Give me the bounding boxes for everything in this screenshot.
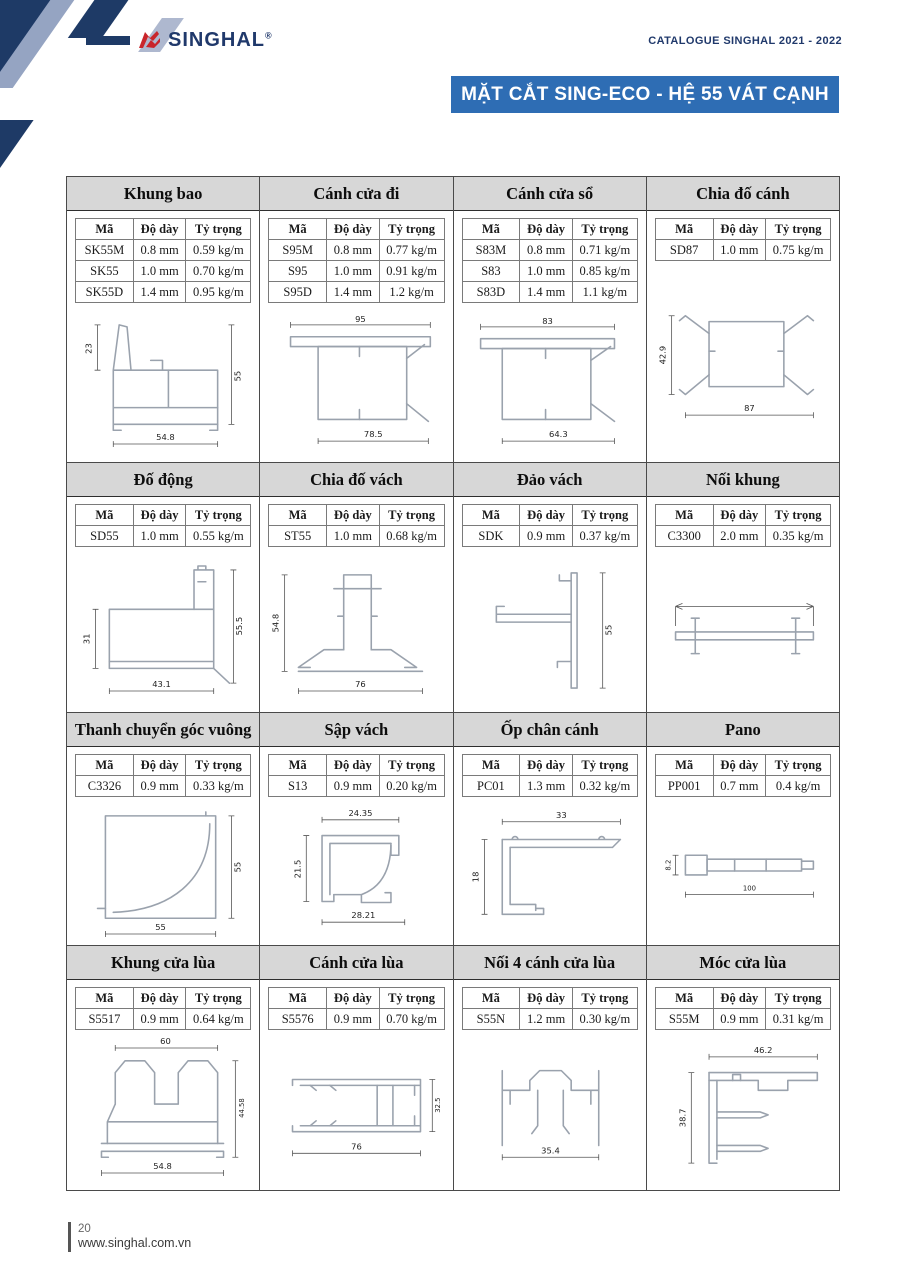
cell-code: C3326 [76, 776, 134, 797]
cell-thickness: 0.9 mm [133, 776, 186, 797]
cell-code: S5517 [76, 1009, 134, 1030]
cell-thickness: 1.0 mm [713, 240, 766, 261]
col-header-code: Mã [269, 219, 327, 240]
cell-thickness: 1.0 mm [133, 526, 186, 547]
registered-mark: ® [265, 30, 273, 41]
table-row [76, 526, 251, 547]
profile-card-chia-do-canh [647, 177, 840, 463]
spec-table [268, 987, 444, 1030]
dim-label: 55 [155, 922, 166, 933]
profile-card-canh-cua-lua [260, 946, 453, 1191]
profile-drawing [68, 555, 258, 705]
cell-code: PC01 [462, 776, 520, 797]
profile-drawing-area [67, 797, 259, 945]
dim-label: 54.8 [271, 613, 282, 632]
table-row [462, 282, 637, 303]
col-header-thickness: Độ dày [133, 219, 186, 240]
spec-table [462, 754, 638, 797]
cell-code: SK55M [76, 240, 134, 261]
brand-name-text: SINGHAL [168, 29, 265, 51]
dim-label: 95 [355, 313, 367, 324]
profile-drawing-area [647, 1030, 839, 1190]
profile-grid [66, 176, 840, 1191]
col-header-thickness: Độ dày [520, 755, 573, 776]
table-row [655, 776, 830, 797]
cell-density: 0.30 kg/m [572, 1009, 637, 1030]
table-row [462, 526, 637, 547]
dim-label: 87 [743, 402, 755, 413]
profile-card-noi-khung [647, 463, 840, 713]
dim-label: 60 [160, 1036, 171, 1047]
spec-table [655, 504, 831, 547]
cell-thickness: 0.9 mm [327, 776, 380, 797]
dim-label: 32.5 [434, 1097, 443, 1113]
profile-card-thanh-chuyen-goc-vuong [67, 713, 260, 946]
profile-card-canh-cua-di [260, 177, 453, 463]
profile-drawing [68, 1035, 258, 1185]
col-header-code: Mã [462, 755, 520, 776]
profile-card-khung-bao [67, 177, 260, 463]
profile-card-title: Nối 4 cánh cửa lùa [454, 946, 646, 980]
spec-table [655, 218, 831, 261]
profile-drawing-area [454, 547, 646, 712]
profile-drawing-area [647, 547, 839, 712]
spec-table [75, 987, 251, 1030]
table-row [76, 261, 251, 282]
cell-density: 0.32 kg/m [572, 776, 637, 797]
spec-table [462, 504, 638, 547]
page-number: 20 [78, 1223, 91, 1235]
dim-label: 76 [355, 678, 367, 689]
catalogue-label: CATALOGUE SINGHAL 2021 - 2022 [648, 35, 842, 47]
cell-code: SK55D [76, 282, 134, 303]
dim-label: 33 [555, 809, 567, 820]
dim-label: 42.9 [657, 345, 668, 364]
profile-card-dao-vach [454, 463, 647, 713]
cell-code: ST55 [269, 526, 327, 547]
cell-code: C3300 [655, 526, 713, 547]
dim-label: 44.58 [238, 1098, 247, 1118]
cell-thickness: 1.4 mm [520, 282, 573, 303]
profile-card-sap-vach [260, 713, 453, 946]
col-header-thickness: Độ dày [520, 988, 573, 1009]
table-row [269, 526, 444, 547]
col-header-code: Mã [76, 505, 134, 526]
dim-label: 83 [541, 315, 553, 326]
cell-density: 0.91 kg/m [379, 261, 444, 282]
cell-thickness: 0.9 mm [327, 1009, 380, 1030]
stripe-decoration [0, 120, 34, 216]
profile-card-title: Cánh cửa sổ [454, 177, 646, 211]
profile-drawing-area [67, 547, 259, 712]
profile-card-title: Sập vách [260, 713, 452, 747]
footer [68, 1222, 191, 1252]
spec-table [655, 754, 831, 797]
profile-drawing [648, 1035, 838, 1185]
profile-drawing [455, 555, 645, 705]
website-url: www.singhal.com.vn [78, 1236, 192, 1251]
table-row [76, 776, 251, 797]
table-row [462, 1009, 637, 1030]
col-header-density: Tỷ trọng [379, 988, 444, 1009]
profile-drawing [455, 1035, 645, 1185]
cell-density: 0.71 kg/m [572, 240, 637, 261]
col-header-thickness: Độ dày [133, 505, 186, 526]
cell-density: 0.85 kg/m [572, 261, 637, 282]
cell-density: 0.31 kg/m [766, 1009, 831, 1030]
col-header-thickness: Độ dày [327, 505, 380, 526]
profile-drawing-area [260, 303, 452, 462]
col-header-thickness: Độ dày [133, 988, 186, 1009]
cell-thickness: 1.2 mm [520, 1009, 573, 1030]
col-header-density: Tỷ trọng [379, 755, 444, 776]
col-header-density: Tỷ trọng [572, 988, 637, 1009]
col-header-density: Tỷ trọng [572, 755, 637, 776]
dim-label: 55 [232, 861, 243, 873]
page-title: MẶT CẮT SING-ECO - HỆ 55 VÁT CẠNH [451, 76, 839, 113]
col-header-density: Tỷ trọng [766, 219, 831, 240]
col-header-density: Tỷ trọng [186, 755, 251, 776]
col-header-code: Mã [462, 988, 520, 1009]
cell-code: PP001 [655, 776, 713, 797]
profile-card-moc-cua-lua [647, 946, 840, 1191]
profile-card-title: Cánh cửa lùa [260, 946, 452, 980]
cell-thickness: 0.8 mm [327, 240, 380, 261]
dim-label: 55 [603, 624, 614, 635]
col-header-thickness: Độ dày [713, 219, 766, 240]
profile-card-title: Chia đố cánh [647, 177, 839, 211]
col-header-code: Mã [269, 505, 327, 526]
col-header-code: Mã [76, 219, 134, 240]
profile-drawing [455, 309, 645, 457]
table-row [462, 261, 637, 282]
col-header-thickness: Độ dày [133, 755, 186, 776]
cell-density: 0.64 kg/m [186, 1009, 251, 1030]
dim-label: 35.4 [540, 1145, 560, 1156]
brand-bar [86, 36, 130, 45]
dim-label: 31 [81, 633, 92, 644]
profile-drawing-area [454, 1030, 646, 1190]
profile-card-title: Ốp chân cánh [454, 713, 646, 747]
profile-drawing [261, 555, 451, 705]
cell-code: S55M [655, 1009, 713, 1030]
profile-drawing [455, 798, 645, 944]
profile-drawing [261, 1035, 451, 1185]
profile-card-title: Móc cửa lùa [647, 946, 839, 980]
table-row [655, 240, 830, 261]
dim-label: 64.3 [548, 428, 568, 439]
cell-density: 0.55 kg/m [186, 526, 251, 547]
cell-thickness: 1.0 mm [327, 526, 380, 547]
dim-label: 100 [742, 884, 756, 893]
cell-density: 0.75 kg/m [766, 240, 831, 261]
cell-code: SD87 [655, 240, 713, 261]
col-header-density: Tỷ trọng [186, 988, 251, 1009]
col-header-code: Mã [269, 988, 327, 1009]
table-row [462, 776, 637, 797]
col-header-code: Mã [269, 755, 327, 776]
singhal-flag-icon [137, 31, 161, 49]
dim-label: 54.8 [156, 431, 175, 442]
cell-code: S83M [462, 240, 520, 261]
col-header-density: Tỷ trọng [186, 219, 251, 240]
dim-label: 43.1 [152, 678, 171, 689]
cell-code: S95M [269, 240, 327, 261]
col-header-code: Mã [76, 755, 134, 776]
table-row [76, 1009, 251, 1030]
profile-drawing-area [260, 1030, 452, 1190]
profile-card-title: Cánh cửa đi [260, 177, 452, 211]
cell-thickness: 1.0 mm [133, 261, 186, 282]
spec-table [655, 987, 831, 1030]
col-header-code: Mã [655, 505, 713, 526]
cell-density: 0.68 kg/m [379, 526, 444, 547]
cell-thickness: 0.9 mm [133, 1009, 186, 1030]
profile-drawing-area [454, 797, 646, 945]
cell-density: 1.2 kg/m [379, 282, 444, 303]
dim-label: 38.7 [677, 1108, 688, 1128]
profile-card-noi-4-canh-cua-lua [454, 946, 647, 1191]
col-header-code: Mã [655, 988, 713, 1009]
cell-density: 0.70 kg/m [379, 1009, 444, 1030]
profile-drawing-area [647, 261, 839, 462]
table-row [269, 1009, 444, 1030]
cell-thickness: 2.0 mm [713, 526, 766, 547]
dim-label: 28.21 [351, 910, 376, 921]
cell-thickness: 1.0 mm [520, 261, 573, 282]
spec-table [462, 987, 638, 1030]
profile-drawing-area [260, 547, 452, 712]
footer-divider [68, 1222, 71, 1252]
col-header-code: Mã [462, 219, 520, 240]
profile-drawing [68, 309, 258, 457]
profile-drawing [648, 798, 838, 944]
cell-code: S83 [462, 261, 520, 282]
col-header-density: Tỷ trọng [572, 219, 637, 240]
dim-label: 23 [83, 342, 94, 354]
profile-card-title: Khung cửa lùa [67, 946, 259, 980]
cell-code: S95 [269, 261, 327, 282]
dim-label: 55.5 [234, 616, 245, 635]
col-header-thickness: Độ dày [713, 755, 766, 776]
cell-code: S5576 [269, 1009, 327, 1030]
brand-name [168, 30, 273, 50]
profile-card-title: Pano [647, 713, 839, 747]
dim-label: 76 [351, 1141, 363, 1152]
profile-drawing [261, 798, 451, 944]
cell-code: S55N [462, 1009, 520, 1030]
cell-thickness: 1.3 mm [520, 776, 573, 797]
brand-logo [86, 30, 273, 50]
col-header-density: Tỷ trọng [572, 505, 637, 526]
dim-label: 54.8 [153, 1161, 172, 1172]
table-row [269, 776, 444, 797]
cell-thickness: 1.4 mm [133, 282, 186, 303]
cell-thickness: 0.9 mm [713, 1009, 766, 1030]
cell-code: S95D [269, 282, 327, 303]
spec-table [75, 218, 251, 303]
cell-code: S13 [269, 776, 327, 797]
cell-code: SDK [462, 526, 520, 547]
profile-card-title: Chia đố vách [260, 463, 452, 497]
cell-density: 0.35 kg/m [766, 526, 831, 547]
profile-card-title: Thanh chuyển góc vuông [67, 713, 259, 747]
dim-label: 21.5 [292, 859, 303, 879]
profile-drawing-area [260, 797, 452, 945]
dim-label: 55 [232, 370, 243, 381]
spec-table [75, 754, 251, 797]
profile-card-title: Nối khung [647, 463, 839, 497]
profile-card-title: Đố động [67, 463, 259, 497]
cell-code: SD55 [76, 526, 134, 547]
profile-card-khung-cua-lua [67, 946, 260, 1191]
table-row [269, 282, 444, 303]
col-header-density: Tỷ trọng [379, 219, 444, 240]
table-row [269, 261, 444, 282]
cell-thickness: 0.7 mm [713, 776, 766, 797]
dim-label: 18 [470, 871, 481, 883]
profile-card-title: Đảo vách [454, 463, 646, 497]
profile-drawing [68, 798, 258, 944]
profile-drawing-area [67, 303, 259, 462]
cell-density: 0.20 kg/m [379, 776, 444, 797]
cell-thickness: 0.8 mm [133, 240, 186, 261]
col-header-thickness: Độ dày [520, 219, 573, 240]
cell-thickness: 1.4 mm [327, 282, 380, 303]
col-header-code: Mã [655, 755, 713, 776]
cell-density: 0.59 kg/m [186, 240, 251, 261]
cell-thickness: 1.0 mm [327, 261, 380, 282]
table-row [269, 240, 444, 261]
dim-label: 78.5 [364, 428, 383, 439]
table-row [76, 240, 251, 261]
profile-drawing [261, 309, 451, 457]
dim-label: 8.2 [664, 859, 673, 871]
profile-drawing-area [454, 303, 646, 462]
dim-label: 24.35 [348, 807, 373, 818]
profile-card-pano [647, 713, 840, 946]
col-header-density: Tỷ trọng [766, 505, 831, 526]
col-header-code: Mã [76, 988, 134, 1009]
col-header-density: Tỷ trọng [766, 988, 831, 1009]
profile-drawing-area [647, 797, 839, 945]
profile-card-do-dong [67, 463, 260, 713]
cell-density: 0.33 kg/m [186, 776, 251, 797]
table-row [76, 282, 251, 303]
col-header-thickness: Độ dày [713, 988, 766, 1009]
cell-density: 0.95 kg/m [186, 282, 251, 303]
cell-density: 0.77 kg/m [379, 240, 444, 261]
table-row [462, 240, 637, 261]
cell-code: S83D [462, 282, 520, 303]
profile-drawing-area [67, 1030, 259, 1190]
cell-thickness: 0.9 mm [520, 526, 573, 547]
col-header-density: Tỷ trọng [766, 755, 831, 776]
profile-card-op-chan-canh [454, 713, 647, 946]
cell-density: 1.1 kg/m [572, 282, 637, 303]
col-header-thickness: Độ dày [713, 505, 766, 526]
spec-table [268, 754, 444, 797]
col-header-density: Tỷ trọng [186, 505, 251, 526]
spec-table [462, 218, 638, 303]
col-header-density: Tỷ trọng [379, 505, 444, 526]
col-header-code: Mã [655, 219, 713, 240]
cell-density: 0.70 kg/m [186, 261, 251, 282]
profile-drawing [648, 277, 838, 447]
cell-density: 0.37 kg/m [572, 526, 637, 547]
profile-card-chia-do-vach [260, 463, 453, 713]
spec-table [268, 218, 444, 303]
cell-density: 0.4 kg/m [766, 776, 831, 797]
col-header-thickness: Độ dày [327, 755, 380, 776]
cell-thickness: 0.8 mm [520, 240, 573, 261]
col-header-thickness: Độ dày [327, 219, 380, 240]
table-row [655, 526, 830, 547]
col-header-thickness: Độ dày [520, 505, 573, 526]
dim-label: 46.2 [753, 1044, 773, 1055]
profile-drawing [648, 555, 838, 705]
spec-table [268, 504, 444, 547]
spec-table [75, 504, 251, 547]
table-row [655, 1009, 830, 1030]
profile-card-title: Khung bao [67, 177, 259, 211]
profile-card-canh-cua-so [454, 177, 647, 463]
col-header-thickness: Độ dày [327, 988, 380, 1009]
cell-code: SK55 [76, 261, 134, 282]
col-header-code: Mã [462, 505, 520, 526]
